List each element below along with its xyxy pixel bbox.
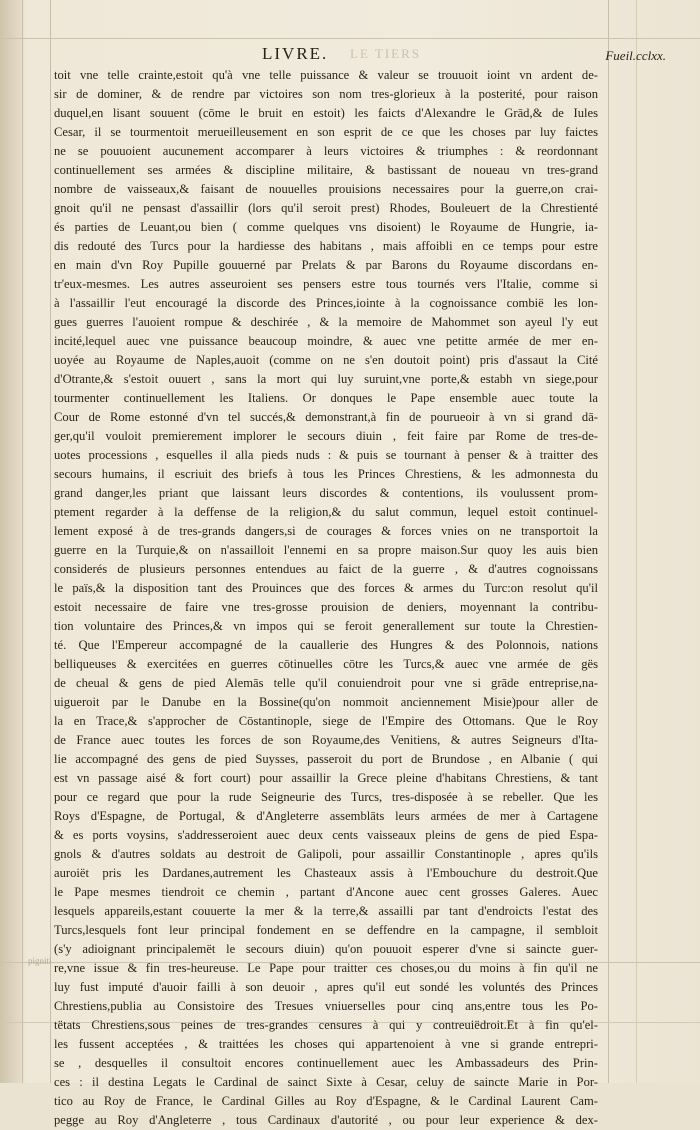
top-margin-rule bbox=[0, 38, 700, 39]
text-line: continuellement ses armées & discipline militaire, & bastissant de noueau vn tres-grand bbox=[54, 163, 598, 177]
text-line: ptement regarder à la deffense de la religion,& du salut commun, lequel estoit continuel- bbox=[54, 505, 598, 519]
text-line: guerre en la Turquie,& on n'assailloit l'ennemi en sa propre maison.Sur quoy les auis bien bbox=[54, 543, 598, 557]
text-line: uotes processions , esquelles il alla pieds nuds : & puis se tournant à penser & à traitter des bbox=[54, 448, 598, 462]
text-line: grand danger,les priant que laissant leurs discordes & contentions, ils voulussent prom- bbox=[54, 486, 598, 500]
fold-rule bbox=[636, 0, 637, 1083]
folio-number: Fueil.cclxx. bbox=[605, 48, 666, 63]
text-line: d'Otrante,& s'estoit ouuert , sans la mort qui luy suruint,vne porte,& estabh vn siege,pour bbox=[54, 372, 598, 386]
text-line: nombre de vaisseaux,& faisant de nouuelles prouisions necessaires pour la guerre,on crai- bbox=[54, 182, 598, 196]
text-line: (s'y adioignant principalemët le secours diuin) qu'on pouuoit esperer d'vne si saincte guer- bbox=[54, 942, 598, 956]
text-line: à l'assaillir l'eut encouragé la discorde des Princes,iointe à la cognoissance combië les lon- bbox=[54, 296, 598, 310]
text-line: Cour de Rome estonné d'vn tel succés,& demonstrant,à fin de pourueoir à vn si grand dā- bbox=[54, 410, 598, 424]
text-line: re,vne issue & fin tres-heureuse. Le Pape pour traitter ces choses,ou du moins à fin qu'il ne bbox=[54, 961, 598, 975]
text-line: incité,lequel auec vne puissance beaucoup moindre, & auec vne petitte armée de mer en- bbox=[54, 334, 598, 348]
text-line: duquel,en lisant souuent (cōme le bruit en estoit) les faicts d'Alexandre le Grād,& de Iules bbox=[54, 106, 598, 120]
left-margin-rule bbox=[50, 0, 51, 1083]
body-text bbox=[54, 66, 598, 1130]
margin-note: pigniti bbox=[28, 956, 52, 966]
text-line: gnoit qu'il ne pensast d'assaillir (lors qu'il seroit prest) Rhodes, Bouleuert de la Chrestienté bbox=[54, 201, 598, 215]
text-line: tourmenter continuellement les Italiens. Or donques le Pape ensemble auec toute la bbox=[54, 391, 598, 405]
text-line: toit vne telle crainte,estoit qu'à vne telle puissance & valeur se trouuoit ioint vn ardent de- bbox=[54, 68, 598, 82]
text-line: lement exposé à de tres-grands dangers,si de courages & forces vnies on ne transportoit la bbox=[54, 524, 598, 538]
text-line: estoit necessaire de faire vne tres-grosse prouision de deniers, moyennant la contribu- bbox=[54, 600, 598, 614]
text-line: luy fust imputé d'auoir failli à son deuoir , apres qu'il eut sondé les voluntés des Princes bbox=[54, 980, 598, 994]
text-line: auroiët pris les Dardanes,autrement les Chasteaux assis à l'Embouchure du destroit.Que bbox=[54, 866, 598, 880]
text-line: té. Que l'Empereur accompagné de la cauallerie des Hungres & des Polonnois, nations bbox=[54, 638, 598, 652]
text-line: Chrestiens,publia au Consistoire des Tresues vniuerselles pour cinq ans,entre tous les Po- bbox=[54, 999, 598, 1013]
text-line: sir de dominer, & de rendre par victoires son nom tres-glorieux à la posterité, pour raison bbox=[54, 87, 598, 101]
text-line: uoyée au Royaume de Naples,auoit (comme on ne s'en doutoit point) pris d'assaut la Cité bbox=[54, 353, 598, 367]
gutter-rule bbox=[22, 0, 23, 1083]
text-line: tëtats Chrestiens,sous peines de tres-grandes censures à qui y contreuiëdroit.Et à fin qu'el- bbox=[54, 1018, 598, 1032]
text-line: dis redouté des Turcs pour la hardiesse des habitans , mais affoibli en ce temps pour estre bbox=[54, 239, 598, 253]
text-line: & es ports voysins, s'addresseroient auec deux cents vaisseaux pleins de gens de pied Espa- bbox=[54, 828, 598, 842]
text-line: gues guerres l'auoient rompue & deschirée , & la memoire de Mahommet son ayeul l'y eut bbox=[54, 315, 598, 329]
text-line: uigueroit par le Danube en la Bossine(qu'on nommoit anciennement Misie)pour aller de bbox=[54, 695, 598, 709]
text-line: se , desquelles il consultoit encores continuellement auec les Ambassadeurs des Prin- bbox=[54, 1056, 598, 1070]
text-line: secours humains, il escriuit des briefs à tous les Princes Chrestiens, & les admonnesta du bbox=[54, 467, 598, 481]
text-line: la en Trace,& s'approcher de Cōstantinople, siege de l'Empire des Ottomans. Que le Roy bbox=[54, 714, 598, 728]
text-line: Turcs,lesquels font leur principal fondement en se deffendre en la campagne, il sembloit bbox=[54, 923, 598, 937]
text-line: ces : il destina Legats le Cardinal de sainct Sixte à Cesar, celuy de saincte Marie in Por- bbox=[54, 1075, 598, 1089]
page-gutter bbox=[0, 0, 22, 1083]
text-line: de cheual & gens de pied Alemās telle qu'il conuiendroit pour vne si grāde entreprise,na- bbox=[54, 676, 598, 690]
text-line: Roys d'Espagne, de Portugal, & d'Angleterre assemblāts leurs armées de mer à Cartagene bbox=[54, 809, 598, 823]
text-line: de France auec toutes les forces de son Royaume,des Venitiens, & autres Seigneurs d'Ita- bbox=[54, 733, 598, 747]
text-line: les fussent acceptées , & traittées les choses qui appartenoient à vne si grande entrepri- bbox=[54, 1037, 598, 1051]
text-line: le Pape mesmes tiendroit ce chemin , partant d'Ancone auec cent grosses Galeres. Auec bbox=[54, 885, 598, 899]
text-line: gnols & d'autres soldats au destroit de Galipoli, pour assaillir Constantinople , apres qu'ils bbox=[54, 847, 598, 861]
text-line: tico au Roy de France, le Cardinal Gilles au Roy d'Espagne, & le Cardinal Laurent Cam- bbox=[54, 1094, 598, 1108]
text-line: belliqueuses & exercitées en guerres cōtinuelles cōtre les Turcs,& auec vne armée de gës bbox=[54, 657, 598, 671]
text-line: lesquels appareils,estant couuerte la mer & la terre,& assailli par tant d'endroicts l'estat des bbox=[54, 904, 598, 918]
text-line: tr'eux-mesmes. Les autres asseuroient ses pensers estre tous tournés vers l'Italie, comme si bbox=[54, 277, 598, 291]
text-line: ne se pouuoient aucunement accomparer à leurs victoires & triumphes : & reordonnant bbox=[54, 144, 598, 158]
text-line: ger,qu'il vouloit premierement implorer le secours diuin , feit faire par Rome de tres-de- bbox=[54, 429, 598, 443]
show-through-heading: LE TIERS bbox=[350, 46, 422, 61]
text-line: tion voluntaire des Princes,& vn impos qui se feroit generallement sur toute la Chrestien- bbox=[54, 619, 598, 633]
text-line: lie accompagné des gens de pied Suysses, passeroit du port de Brundose , en Albanie ( qui bbox=[54, 752, 598, 766]
text-line: Cesar, il se tourmentoit merueilleusement en son esprit de ce que les choses par luy faictes bbox=[54, 125, 598, 139]
text-line: le païs,& la disposition tant des Prouinces que des forces & armes du Turc:on resolut qu'il bbox=[54, 581, 598, 595]
text-line: pegge au Roy d'Angleterre , tous Cardinaux d'autorité , ou pour leur experience & dex- bbox=[54, 1113, 598, 1127]
text-line: en main d'vn Roy Pupille gouuerné par Prelats & par Barons du Royaume discordans en- bbox=[54, 258, 598, 272]
text-line: pour ce regard que pour la rude Seigneurie des Turcs, tres-disposée à se rebeller. Que les bbox=[54, 790, 598, 804]
text-line: considerés de plusieurs personnes entendues au faict de la guerre , & d'autres cognoissans bbox=[54, 562, 598, 576]
right-margin-rule bbox=[608, 0, 609, 1083]
text-line: és parties de Leuant,ou bien ( comme quelques vns disoient) le Royaume de Hungrie, ia- bbox=[54, 220, 598, 234]
running-head: LIVRE. bbox=[262, 44, 329, 63]
text-line: est vn passage aisé & fort court) pour assaillir la Grece pleine d'habitans Chrestiens, & tant bbox=[54, 771, 598, 785]
